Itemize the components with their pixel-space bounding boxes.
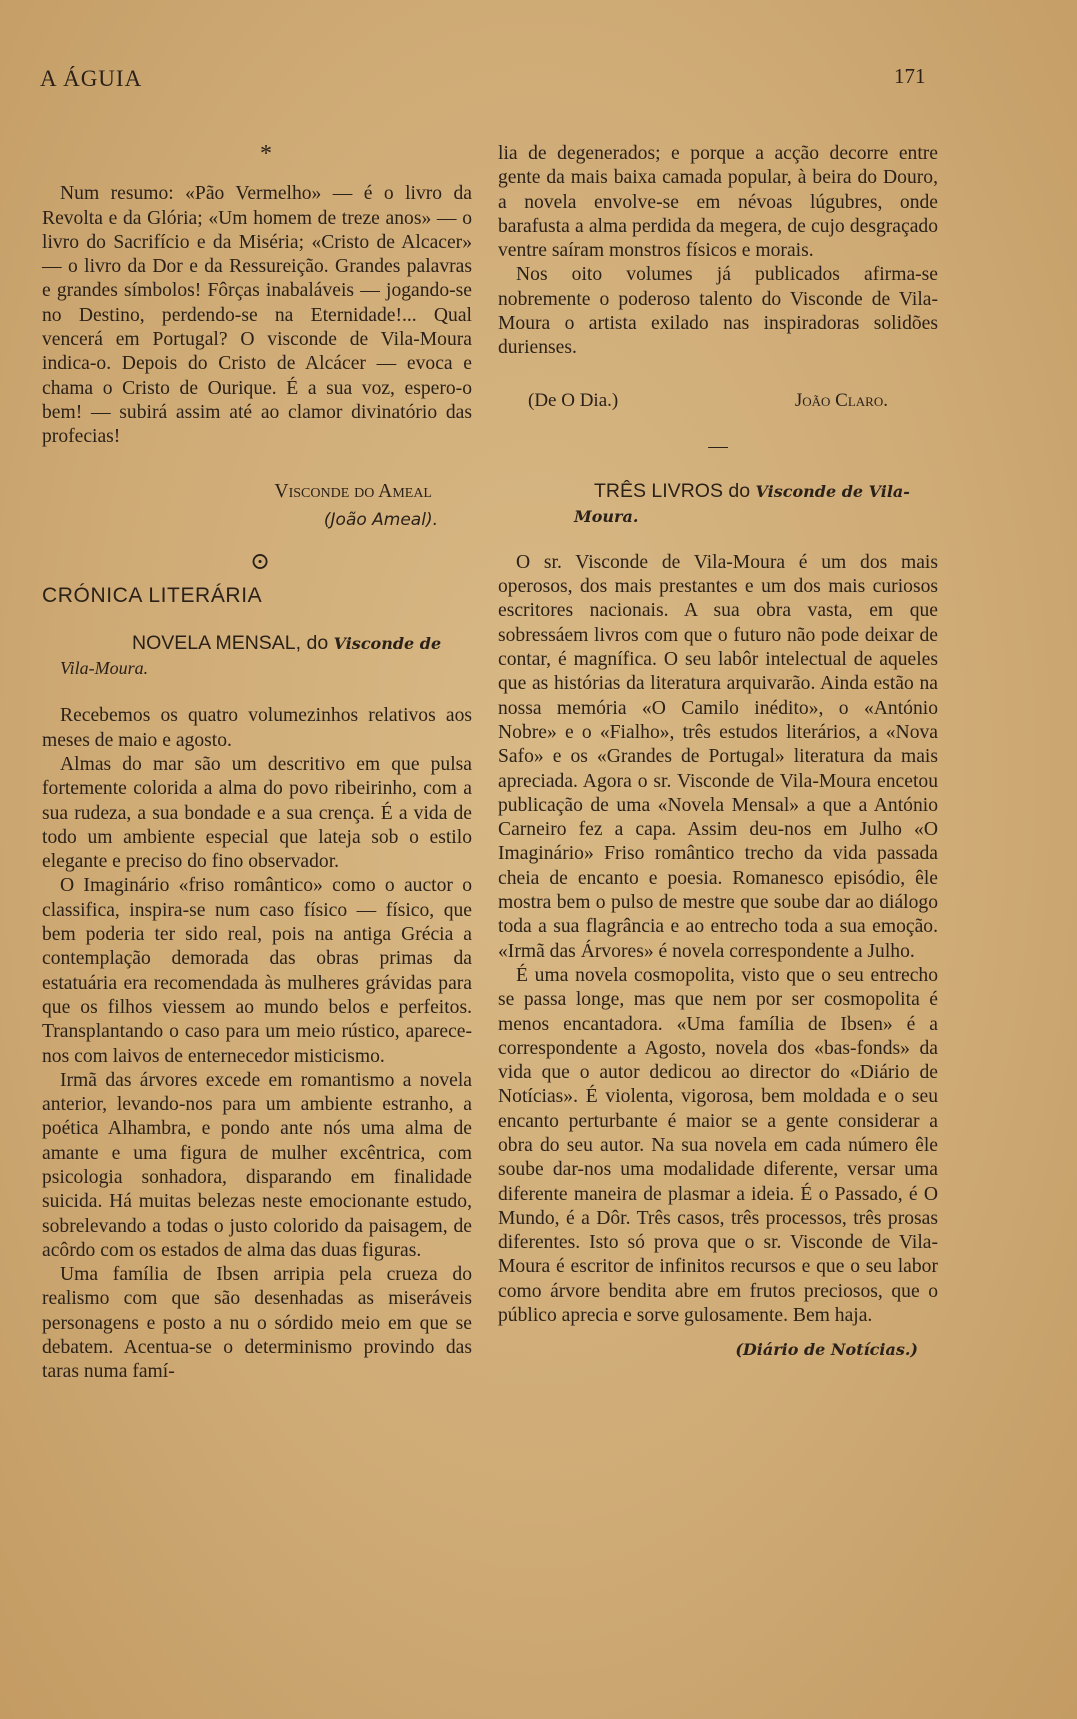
source-note: (Diário de Notícias.) bbox=[735, 1340, 918, 1360]
asterisk-separator: * bbox=[260, 141, 272, 167]
review-title-right-cont: Moura. bbox=[574, 506, 639, 526]
page-number: 171 bbox=[894, 64, 926, 88]
dash-separator: — bbox=[708, 435, 728, 457]
signature-sub: (João Ameal). bbox=[323, 509, 438, 530]
left-column bbox=[42, 142, 472, 1385]
review-title-author: Visconde de bbox=[333, 633, 442, 653]
left-paragraph-1: Num resumo: «Pão Vermelho» — é o livro da Revolta e da Glória; «Um homem de treze anos» — o livro do Sacrifício e da Miséria; «Cristo de Alcacer» — o livro da Dor e da Ressureição. Grandes palavras e grandes símbolos! Fôrças inabaláveis — jogando-se no Destino, perdendo-se na Eternidade!... Qual vencerá em Portugal? O visconde de Vila-Moura indica-o. Depois do Cristo de Alcácer — evoca e chama o Cristo de Ourique. É a sua voz, espero-o bem! — subirá assim até ao clamor divinatório das profecias! bbox=[42, 183, 472, 448]
right-paragraph-3: O sr. Visconde de Vila-Moura é um dos mais operosos, dos mais prestantes e um dos mais curiosos escritores nacionais. A sua obra vasta, em que sobressáem livros com que o futuro não pode deixar de contar, é magnífica. O seu labôr intelectual de aqueles que as histórias da literatura arquivarão. Ainda estão na nossa memória «O Camilo inédito», o «António Nobre» e o «Fialho», três estudos literários, a «Nova Safo» e os «Grandes de Portugal» literatura da mais apreciada. Agora o sr. Visconde de Vila-Moura encetou publicação de uma «Novela Mensal» a que a António Carneiro fez a capa. Assim deu-nos em Julho «O Imaginário» Friso romântico trecho da vida passada cheia de encanto e poesia. Romanesco episódio, êle mostra bem o pulso de mestre que soube dar ao diálogo toda a sua flagrância e ao entrecho toda a sua emoção. «Irmã das Árvores» é novela correspondente a Julho. bbox=[498, 551, 938, 962]
review-title-right-author: Visconde de Vila- bbox=[755, 482, 910, 502]
left-paragraph-6: Uma família de Ibsen arripia pela crueza do realismo com que são desenhadas as miseráveis personagens e posto a nu o sórdido meio em que se debatem. Acentua-se o determinismo provindo das taras numa famí- bbox=[42, 1264, 472, 1383]
left-paragraph-5: Irmã das árvores excede em romantismo a novela anterior, levando-nos para um ambiente estranho, a poética Alhambra, e pondo ante nós uma alma de amante e uma figura de mulher excêntrica, com psicologia sonhadora, disparando em finalidade suicida. Há muitas belezas neste emocionante estudo, sobrelevando a todas o justo colorido da paisagem, de acôrdo com os estados de alma das duas figuras. bbox=[42, 1069, 472, 1261]
attribution-source: (De O Dia.) bbox=[528, 389, 619, 411]
signature: Visconde do Ameal bbox=[274, 480, 432, 502]
right-paragraph-1: lia de degenerados; e porque a acção decorre entre gente da mais baixa camada popular, à beira do Douro, a novela envolve-se em névoas lúgubres, onde barafusta a alma perdida da megera, de cujo desgraçado ventre saíram monstros físicos e morais. bbox=[498, 143, 938, 262]
right-column bbox=[498, 142, 938, 1363]
left-paragraph-3: Almas do mar são um descritivo em que pulsa fortemente colorida a alma do povo ribeirinho, com a sua rudeza, a sua bondade e a sua crença. É a vida de todo um ambiente especial que lateja sob o estilo elegante e preciso do fino observador. bbox=[42, 753, 472, 873]
review-title-right-main: TRÊS LIVROS do bbox=[594, 480, 751, 503]
attribution-author: João Claro. bbox=[794, 389, 888, 411]
review-title-main: NOVELA MENSAL, do bbox=[132, 631, 329, 654]
circle-ornament-icon: ⊙ bbox=[249, 549, 271, 576]
review-title-right bbox=[498, 479, 938, 504]
left-paragraph-4: O Imaginário «friso romântico» como o auctor o classifica, inspira-se num caso físico — físico, que bem poderia ter sido real, pois na antiga Grécia a contemplação demorada das obras primas da estatuária era recomendada às mulheres grávidas para que os filhos viessem ao mundo belos e perfeitos. Transplantando o caso para um meio rústico, aparece-nos com laivos de enternecedor misticismo. bbox=[42, 875, 472, 1067]
right-paragraph-2: Nos oito volumes já publicados afirma-se nobremente o poderoso talento do Visconde de Vila-Moura o artista exilado nas inspiradoras solidões durienses. bbox=[498, 264, 938, 359]
left-paragraph-2: Recebemos os quatro volumezinhos relativos aos meses de maio e agosto. bbox=[42, 705, 472, 751]
section-title: CRÓNICA LITERÁRIA bbox=[42, 584, 263, 608]
review-title-cont: Vila-Moura. bbox=[60, 658, 149, 679]
right-paragraph-4: É uma novela cosmopolita, visto que o seu entrecho se passa longe, mas que nem por ser cosmopolita é menos encantadora. «Uma família de Ibsen» é a correspondente a Agosto, novela dos «bas-fonds» da vida que o autor dedicou ao director do «Diário de Notícias». É violenta, vigorosa, bem moldada e o seu encanto perturbante é maior se a gente considerar a obra do seu autor. Na sua novela em cada número êle soube dar-nos uma modalidade diferente, versar uma diferente maneira de plasmar a ideia. É o Passado, é O Mundo, é a Dôr. Três casos, três processos, três prosas diferentes. Isto só prova que o sr. Visconde de Vila-Moura é escritor de infinitos recursos e que o seu labor como árvore bendita abre em frutos preciosos, que o público aprecia e sorve gulosamente. Bem haja. bbox=[498, 964, 938, 1327]
journal-title: A ÁGUIA bbox=[40, 66, 143, 91]
attribution-row bbox=[498, 389, 938, 413]
review-title bbox=[42, 631, 472, 656]
